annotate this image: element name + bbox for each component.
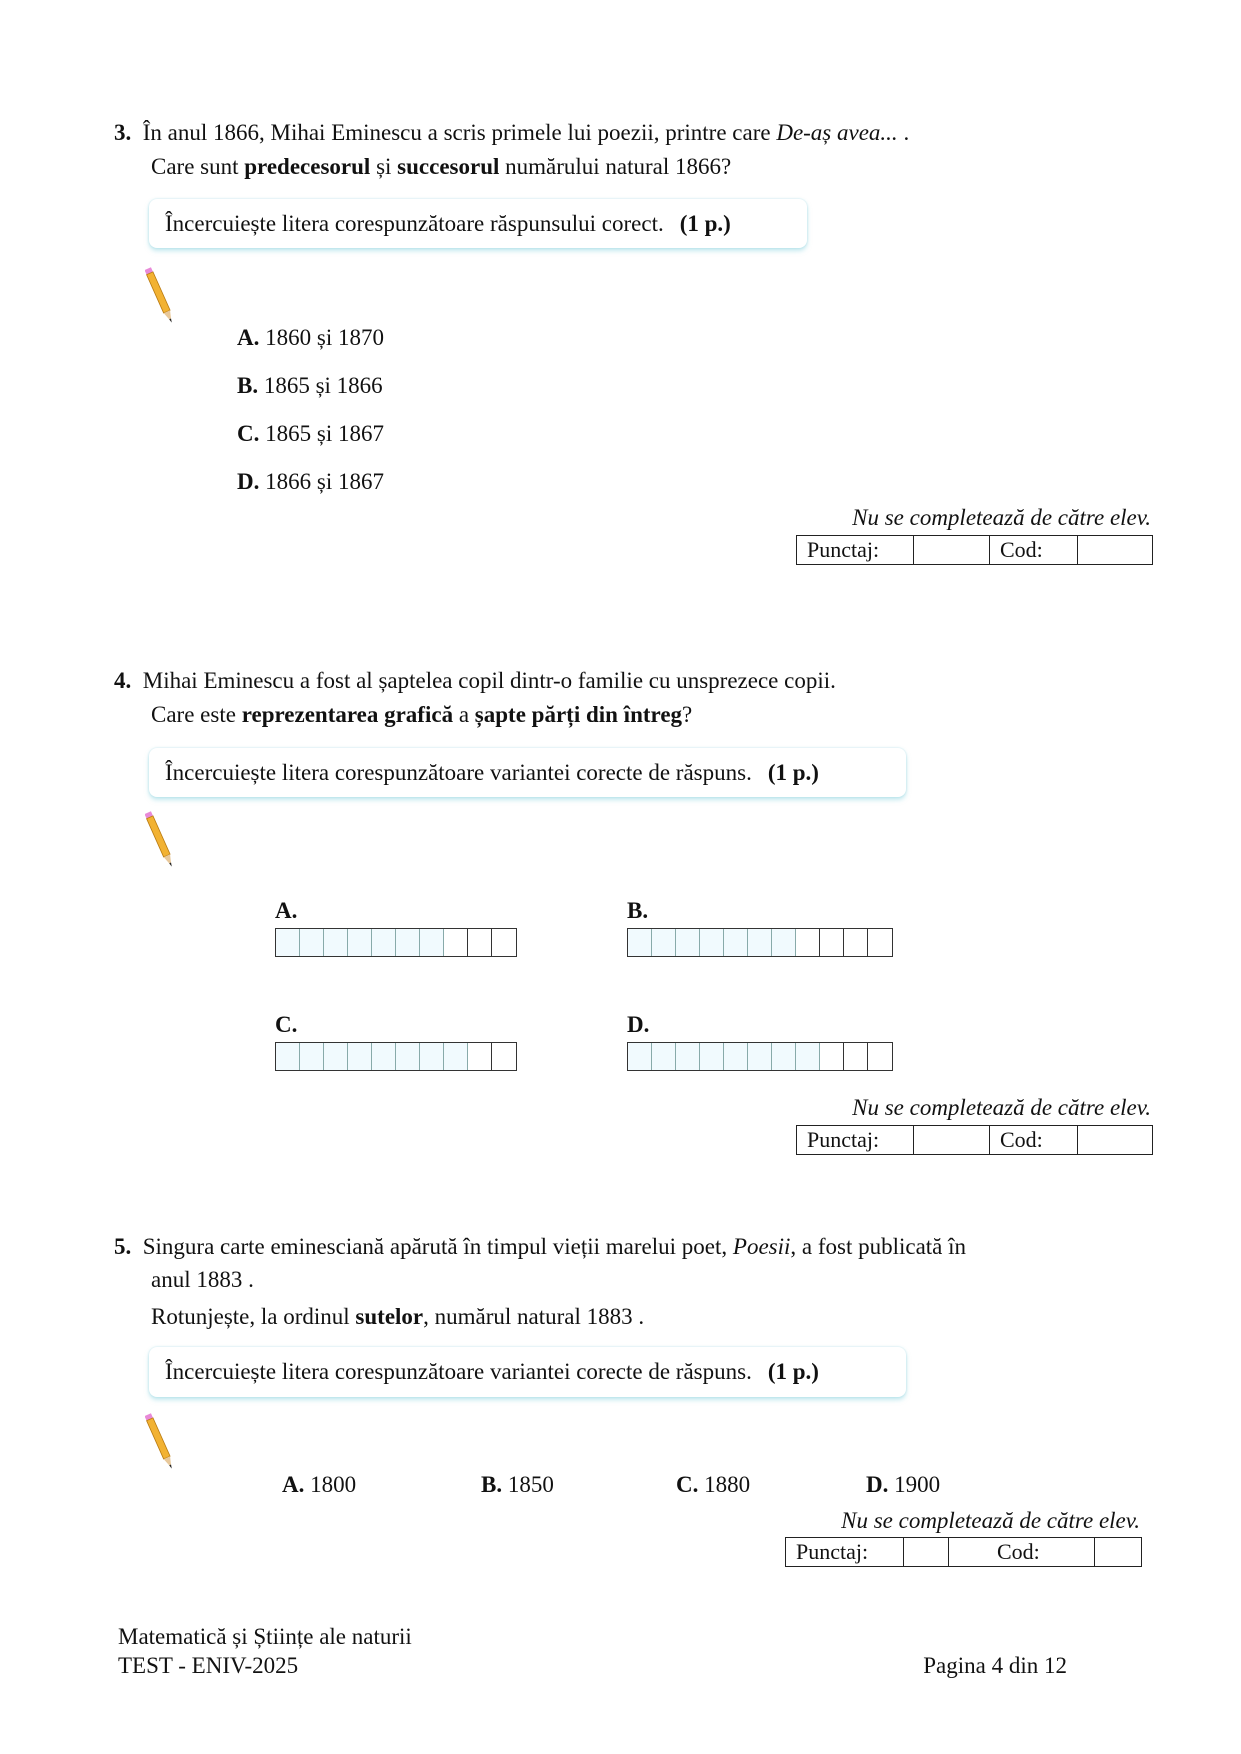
text-part: predecesorul (244, 154, 371, 179)
option-letter: C. (676, 1472, 699, 1497)
option-letter: B. (237, 373, 259, 398)
cod-field[interactable] (1078, 536, 1152, 564)
empty-cell (444, 929, 468, 956)
shaded-cell (748, 1043, 772, 1070)
option-text: 1866 și 1867 (259, 469, 384, 494)
instruction-box-q4: Încercuiește litera corespunzătoare variantei corecte de răspuns. (1 p.) (149, 748, 906, 797)
question-3: 3. În anul 1866, Mihai Eminescu a scris primele lui poezii, printre care De-aș avea... . (114, 120, 910, 145)
shaded-cell (372, 929, 396, 956)
question-4: 4. Mihai Eminescu a fost al șaptelea copil dintr-o familie cu unsprezece copii. (114, 668, 836, 693)
option-letter: A. (237, 325, 260, 350)
shaded-cell (652, 929, 676, 956)
punctaj-field[interactable] (904, 1538, 949, 1566)
question-5: 5. Singura carte eminesciană apărută în timpul vieții marelui poet, Poesii, a fost publicată în (114, 1234, 967, 1259)
punctaj-label: Punctaj: (797, 1126, 914, 1154)
empty-cell (844, 929, 868, 956)
shaded-cell (772, 1043, 796, 1070)
shaded-cell (676, 929, 700, 956)
option-c[interactable] (676, 1472, 750, 1498)
cod-field[interactable] (1078, 1126, 1152, 1154)
question-4-line2: Care este reprezentarea grafică a șapte părți din întreg? (151, 702, 693, 727)
score-table (785, 1537, 1142, 1567)
fraction-grid-b[interactable] (627, 928, 893, 957)
shaded-cell (748, 929, 772, 956)
option-text: 1800 (304, 1472, 357, 1497)
fraction-grid-a[interactable] (275, 928, 517, 957)
shaded-cell (324, 1043, 348, 1070)
option-d[interactable] (237, 469, 384, 495)
shaded-cell (700, 1043, 724, 1070)
instruction-box-q3: Încercuiește litera corespunzătoare răspunsului corect. (1 p.) (149, 199, 807, 248)
question-5-line3: Rotunjește, la ordinul sutelor, numărul natural 1883 . (151, 1304, 645, 1329)
option-text: 1860 și 1870 (259, 325, 384, 350)
option-a[interactable] (282, 1472, 356, 1498)
option-b-label[interactable]: B. (627, 898, 649, 923)
option-text: 1850 (502, 1472, 554, 1497)
text-part: și (370, 154, 398, 179)
shaded-cell (300, 1043, 324, 1070)
empty-cell (820, 1043, 844, 1070)
option-text: 1880 (698, 1472, 751, 1497)
shaded-cell (652, 1043, 676, 1070)
empty-cell (868, 929, 892, 956)
text-part: Care sunt (151, 154, 245, 179)
shaded-cell (628, 1043, 652, 1070)
cod-label: Cod: (990, 536, 1078, 564)
shaded-cell (324, 929, 348, 956)
cod-label: Cod: (949, 1538, 1095, 1566)
shaded-cell (420, 929, 444, 956)
cod-field[interactable] (1095, 1538, 1141, 1566)
shaded-cell (628, 929, 652, 956)
option-d[interactable] (866, 1472, 940, 1498)
shaded-cell (772, 929, 796, 956)
option-d-label[interactable]: D. (627, 1012, 650, 1037)
shaded-cell (796, 1043, 820, 1070)
option-text: 1865 și 1866 (258, 373, 383, 398)
grading-note: Nu se completează de către elev. (852, 505, 1151, 530)
option-text: 1865 și 1867 (259, 421, 384, 446)
pencil-icon (145, 264, 175, 324)
score-table (796, 535, 1153, 565)
shaded-cell (676, 1043, 700, 1070)
option-letter: B. (481, 1472, 503, 1497)
shaded-cell (724, 929, 748, 956)
option-c[interactable] (237, 421, 384, 447)
punctaj-field[interactable] (914, 536, 990, 564)
page-number: Pagina 4 din 12 (923, 1653, 1067, 1678)
shaded-cell (396, 1043, 420, 1070)
pencil-icon (145, 1410, 175, 1470)
empty-cell (468, 929, 492, 956)
text-part: numărului natural 1866? (499, 154, 732, 179)
option-letter: A. (282, 1472, 305, 1497)
shaded-cell (300, 929, 324, 956)
shaded-cell (724, 1043, 748, 1070)
score-table (796, 1125, 1153, 1155)
shaded-cell (348, 1043, 372, 1070)
empty-cell (468, 1043, 492, 1070)
shaded-cell (276, 929, 300, 956)
option-b[interactable] (481, 1472, 554, 1498)
shaded-cell (276, 1043, 300, 1070)
footer-subject: Matematică și Științe ale naturii (118, 1624, 412, 1649)
grading-note: Nu se completează de către elev. (852, 1095, 1151, 1120)
instruction-box-q5: Încercuiește litera corespunzătoare variantei corecte de răspuns. (1 p.) (149, 1347, 906, 1397)
pencil-icon (145, 808, 175, 868)
empty-cell (820, 929, 844, 956)
fraction-grid-d[interactable] (627, 1042, 893, 1071)
option-letter: C. (237, 421, 260, 446)
option-letter: D. (237, 469, 260, 494)
footer-test: TEST - ENIV-2025 (118, 1653, 299, 1678)
fraction-grid-c[interactable] (275, 1042, 517, 1071)
empty-cell (492, 929, 516, 956)
shaded-cell (420, 1043, 444, 1070)
punctaj-label: Punctaj: (786, 1538, 904, 1566)
empty-cell (796, 929, 820, 956)
option-a-label[interactable]: A. (275, 898, 298, 923)
option-text: 1900 (888, 1472, 941, 1497)
option-a[interactable] (237, 325, 384, 351)
option-c-label[interactable]: C. (275, 1012, 298, 1037)
question-5-line2: anul 1883 . (151, 1267, 254, 1292)
shaded-cell (372, 1043, 396, 1070)
empty-cell (868, 1043, 892, 1070)
cod-label: Cod: (990, 1126, 1078, 1154)
question-3-line2 (151, 154, 731, 180)
option-b[interactable] (237, 373, 383, 399)
shaded-cell (700, 929, 724, 956)
empty-cell (844, 1043, 868, 1070)
grading-note: Nu se completează de către elev. (841, 1508, 1140, 1533)
shaded-cell (444, 1043, 468, 1070)
shaded-cell (348, 929, 372, 956)
shaded-cell (396, 929, 420, 956)
punctaj-label: Punctaj: (797, 536, 914, 564)
empty-cell (492, 1043, 516, 1070)
option-letter: D. (866, 1472, 889, 1497)
text-part: succesorul (397, 154, 500, 179)
punctaj-field[interactable] (914, 1126, 990, 1154)
